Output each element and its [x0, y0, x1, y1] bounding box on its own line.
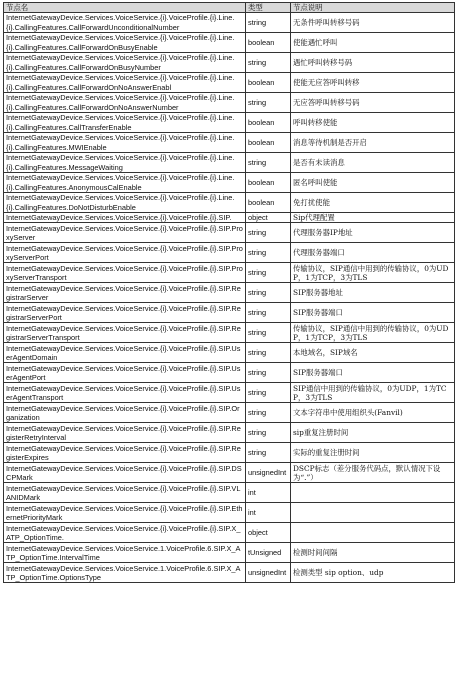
- cell-type: unsignedInt: [246, 563, 291, 583]
- cell-node-name: InternetGatewayDevice.Services.VoiceService.{i}.VoiceProfile.{i}.Line.{i}.CallingFeatures.CallForwardUnconditionalNumber: [4, 13, 246, 33]
- table-row: [4, 483, 455, 503]
- cell-type: string: [246, 363, 291, 383]
- cell-type: boolean: [246, 173, 291, 193]
- cell-type: string: [246, 303, 291, 323]
- cell-node-name: InternetGatewayDevice.Services.VoiceService.{i}.VoiceProfile.{i}.SIP.UserAgentPort: [4, 363, 246, 383]
- table-row: [4, 303, 455, 323]
- cell-node-name: InternetGatewayDevice.Services.VoiceService.{i}.VoiceProfile.{i}.SIP.RegistrarServerPort: [4, 303, 246, 323]
- cell-type: string: [246, 243, 291, 263]
- table-row: [4, 423, 455, 443]
- cell-description: 呼叫转移使能: [291, 113, 455, 133]
- cell-type: string: [246, 343, 291, 363]
- cell-description: [291, 483, 455, 503]
- cell-description: 是否有未读消息: [291, 153, 455, 173]
- cell-node-name: InternetGatewayDevice.Services.VoiceService.{i}.VoiceProfile.{i}.SIP.EthernetPriorityMark: [4, 503, 246, 523]
- cell-node-name: InternetGatewayDevice.Services.VoiceService.{i}.VoiceProfile.{i}.SIP.VLANIDMark: [4, 483, 246, 503]
- cell-description: sip重复注册时间: [291, 423, 455, 443]
- cell-description: 检测类型 sip option、udp: [291, 563, 455, 583]
- cell-node-name: InternetGatewayDevice.Services.VoiceService.{i}.VoiceProfile.{i}.Line.{i}.CallingFeatures.CallForwardOnBusyNumber: [4, 53, 246, 73]
- cell-description: Sip代理配置: [291, 213, 455, 223]
- cell-type: object: [246, 213, 291, 223]
- table-row: [4, 463, 455, 483]
- cell-description: [291, 523, 455, 543]
- table-row: [4, 343, 455, 363]
- cell-type: object: [246, 523, 291, 543]
- cell-node-name: InternetGatewayDevice.Services.VoiceService.{i}.VoiceProfile.{i}.SIP.X_ATP_OptionTime.: [4, 523, 246, 543]
- cell-type: string: [246, 263, 291, 283]
- cell-type: string: [246, 223, 291, 243]
- table-row: [4, 283, 455, 303]
- table-row: [4, 93, 455, 113]
- cell-type: int: [246, 503, 291, 523]
- spec-table-container: [3, 2, 454, 689]
- table-row: [4, 13, 455, 33]
- cell-type: boolean: [246, 113, 291, 133]
- cell-type: string: [246, 403, 291, 423]
- cell-description: 匿名呼叫使能: [291, 173, 455, 193]
- cell-node-name: InternetGatewayDevice.Services.VoiceService.{i}.VoiceProfile.{i}.Line.{i}.CallingFeatures.CallTransferEnable: [4, 113, 246, 133]
- cell-node-name: InternetGatewayDevice.Services.VoiceService.{i}.VoiceProfile.{i}.SIP.: [4, 213, 246, 223]
- table-row: [4, 243, 455, 263]
- cell-description: 使能无应答呼叫转移: [291, 73, 455, 93]
- cell-node-name: InternetGatewayDevice.Services.VoiceService.{i}.VoiceProfile.{i}.Line.{i}.CallingFeatures.MessageWaiting: [4, 153, 246, 173]
- cell-description: 实际的重复注册时间: [291, 443, 455, 463]
- cell-node-name: InternetGatewayDevice.Services.VoiceService.{i}.VoiceProfile.{i}.SIP.ProxyServerPort: [4, 243, 246, 263]
- table-row: [4, 543, 455, 563]
- cell-description: 传输协议，SIP通信中用到的传输协议，0为UDP，1为TCP，3为TLS: [291, 323, 455, 343]
- cell-node-name: InternetGatewayDevice.Services.VoiceService.{i}.VoiceProfile.{i}.Line.{i}.CallingFeatures.DoNotDisturbEnable: [4, 193, 246, 213]
- cell-node-name: InternetGatewayDevice.Services.VoiceService.{i}.VoiceProfile.{i}.SIP.RegisterRetryInterval: [4, 423, 246, 443]
- table-row: [4, 33, 455, 53]
- table-row: [4, 323, 455, 343]
- table-row: [4, 73, 455, 93]
- cell-type: unsignedInt: [246, 463, 291, 483]
- table-row: [4, 403, 455, 423]
- cell-description: [291, 503, 455, 523]
- cell-type: string: [246, 13, 291, 33]
- cell-type: string: [246, 153, 291, 173]
- cell-description: 文本字符串中使用组织头(Fanvil): [291, 403, 455, 423]
- cell-type: string: [246, 53, 291, 73]
- parameter-table: [3, 2, 455, 583]
- cell-node-name: InternetGatewayDevice.Services.VoiceService.1.VoiceProfile.6.SIP.X_ATP_OptionTime.OptionsType: [4, 563, 246, 583]
- header-type: 类型: [246, 3, 291, 13]
- cell-node-name: InternetGatewayDevice.Services.VoiceService.{i}.VoiceProfile.{i}.SIP.ProxyServerTransport: [4, 263, 246, 283]
- cell-type: string: [246, 283, 291, 303]
- cell-type: string: [246, 93, 291, 113]
- header-description: 节点说明: [291, 3, 455, 13]
- cell-description: SIP服务器端口: [291, 363, 455, 383]
- cell-node-name: InternetGatewayDevice.Services.VoiceService.{i}.VoiceProfile.{i}.SIP.ProxyServer: [4, 223, 246, 243]
- cell-description: 使能遇忙呼叫: [291, 33, 455, 53]
- cell-description: DSCP标志（差分服务代码点，默认情况下设为“.”）: [291, 463, 455, 483]
- table-row: [4, 503, 455, 523]
- cell-node-name: InternetGatewayDevice.Services.VoiceService.{i}.VoiceProfile.{i}.SIP.RegistrarServer: [4, 283, 246, 303]
- cell-type: string: [246, 423, 291, 443]
- table-row: [4, 113, 455, 133]
- cell-type: boolean: [246, 73, 291, 93]
- cell-description: SIP服务器地址: [291, 283, 455, 303]
- header-node-name: 节点名: [4, 3, 246, 13]
- cell-description: 代理服务器端口: [291, 243, 455, 263]
- table-row: [4, 213, 455, 223]
- cell-type: string: [246, 443, 291, 463]
- cell-type: boolean: [246, 133, 291, 153]
- cell-type: string: [246, 323, 291, 343]
- table-row: [4, 363, 455, 383]
- table-row: [4, 523, 455, 543]
- cell-description: 无条件呼叫转移号码: [291, 13, 455, 33]
- cell-type: int: [246, 483, 291, 503]
- cell-node-name: InternetGatewayDevice.Services.VoiceService.{i}.VoiceProfile.{i}.SIP.RegisterExpires: [4, 443, 246, 463]
- cell-type: tUnsigned: [246, 543, 291, 563]
- table-row: [4, 193, 455, 213]
- cell-node-name: InternetGatewayDevice.Services.VoiceService.{i}.VoiceProfile.{i}.Line.{i}.CallingFeatures.CallForwardOnNoAnswerEnabl: [4, 73, 246, 93]
- cell-type: boolean: [246, 193, 291, 213]
- table-row: [4, 263, 455, 283]
- cell-description: 无应答呼叫转移号码: [291, 93, 455, 113]
- cell-description: 检测时间间隔: [291, 543, 455, 563]
- cell-node-name: InternetGatewayDevice.Services.VoiceService.{i}.VoiceProfile.{i}.SIP.UserAgentDomain: [4, 343, 246, 363]
- cell-node-name: InternetGatewayDevice.Services.VoiceService.{i}.VoiceProfile.{i}.Line.{i}.CallingFeatures.CallForwardOnBusyEnable: [4, 33, 246, 53]
- table-header-row: [4, 3, 455, 13]
- cell-description: 遇忙呼叫转移号码: [291, 53, 455, 73]
- cell-description: 消息等待机制是否开启: [291, 133, 455, 153]
- cell-node-name: InternetGatewayDevice.Services.VoiceService.{i}.VoiceProfile.{i}.Line.{i}.CallingFeatures.CallForwardOnNoAnswerNumber: [4, 93, 246, 113]
- cell-node-name: InternetGatewayDevice.Services.VoiceService.{i}.VoiceProfile.{i}.SIP.Organization: [4, 403, 246, 423]
- cell-node-name: InternetGatewayDevice.Services.VoiceService.1.VoiceProfile.6.SIP.X_ATP_OptionTime.IntervalTime: [4, 543, 246, 563]
- cell-description: SIP服务器端口: [291, 303, 455, 323]
- cell-node-name: InternetGatewayDevice.Services.VoiceService.{i}.VoiceProfile.{i}.SIP.RegistrarServerTransport: [4, 323, 246, 343]
- cell-description: 本地域名，SIP域名: [291, 343, 455, 363]
- cell-description: 免打扰使能: [291, 193, 455, 213]
- cell-description: 代理服务器IP地址: [291, 223, 455, 243]
- cell-description: 传输协议，SIP通信中用到的传输协议，0为UDP，1为TCP，3为TLS: [291, 263, 455, 283]
- table-row: [4, 563, 455, 583]
- cell-type: boolean: [246, 33, 291, 53]
- table-row: [4, 223, 455, 243]
- table-row: [4, 443, 455, 463]
- cell-node-name: InternetGatewayDevice.Services.VoiceService.{i}.VoiceProfile.{i}.Line.{i}.CallingFeatures.AnonymousCalEnable: [4, 173, 246, 193]
- cell-type: string: [246, 383, 291, 403]
- cell-node-name: InternetGatewayDevice.Services.VoiceService.{i}.VoiceProfile.{i}.SIP.DSCPMark: [4, 463, 246, 483]
- table-row: [4, 53, 455, 73]
- cell-node-name: InternetGatewayDevice.Services.VoiceService.{i}.VoiceProfile.{i}.SIP.UserAgentTransport: [4, 383, 246, 403]
- cell-node-name: InternetGatewayDevice.Services.VoiceService.{i}.VoiceProfile.{i}.Line.{i}.CallingFeatures.MWIEnable: [4, 133, 246, 153]
- table-row: [4, 153, 455, 173]
- table-row: [4, 133, 455, 153]
- cell-description: SIP通信中用到的传输协议，0为UDP，1为TCP，3为TLS: [291, 383, 455, 403]
- table-row: [4, 383, 455, 403]
- table-row: [4, 173, 455, 193]
